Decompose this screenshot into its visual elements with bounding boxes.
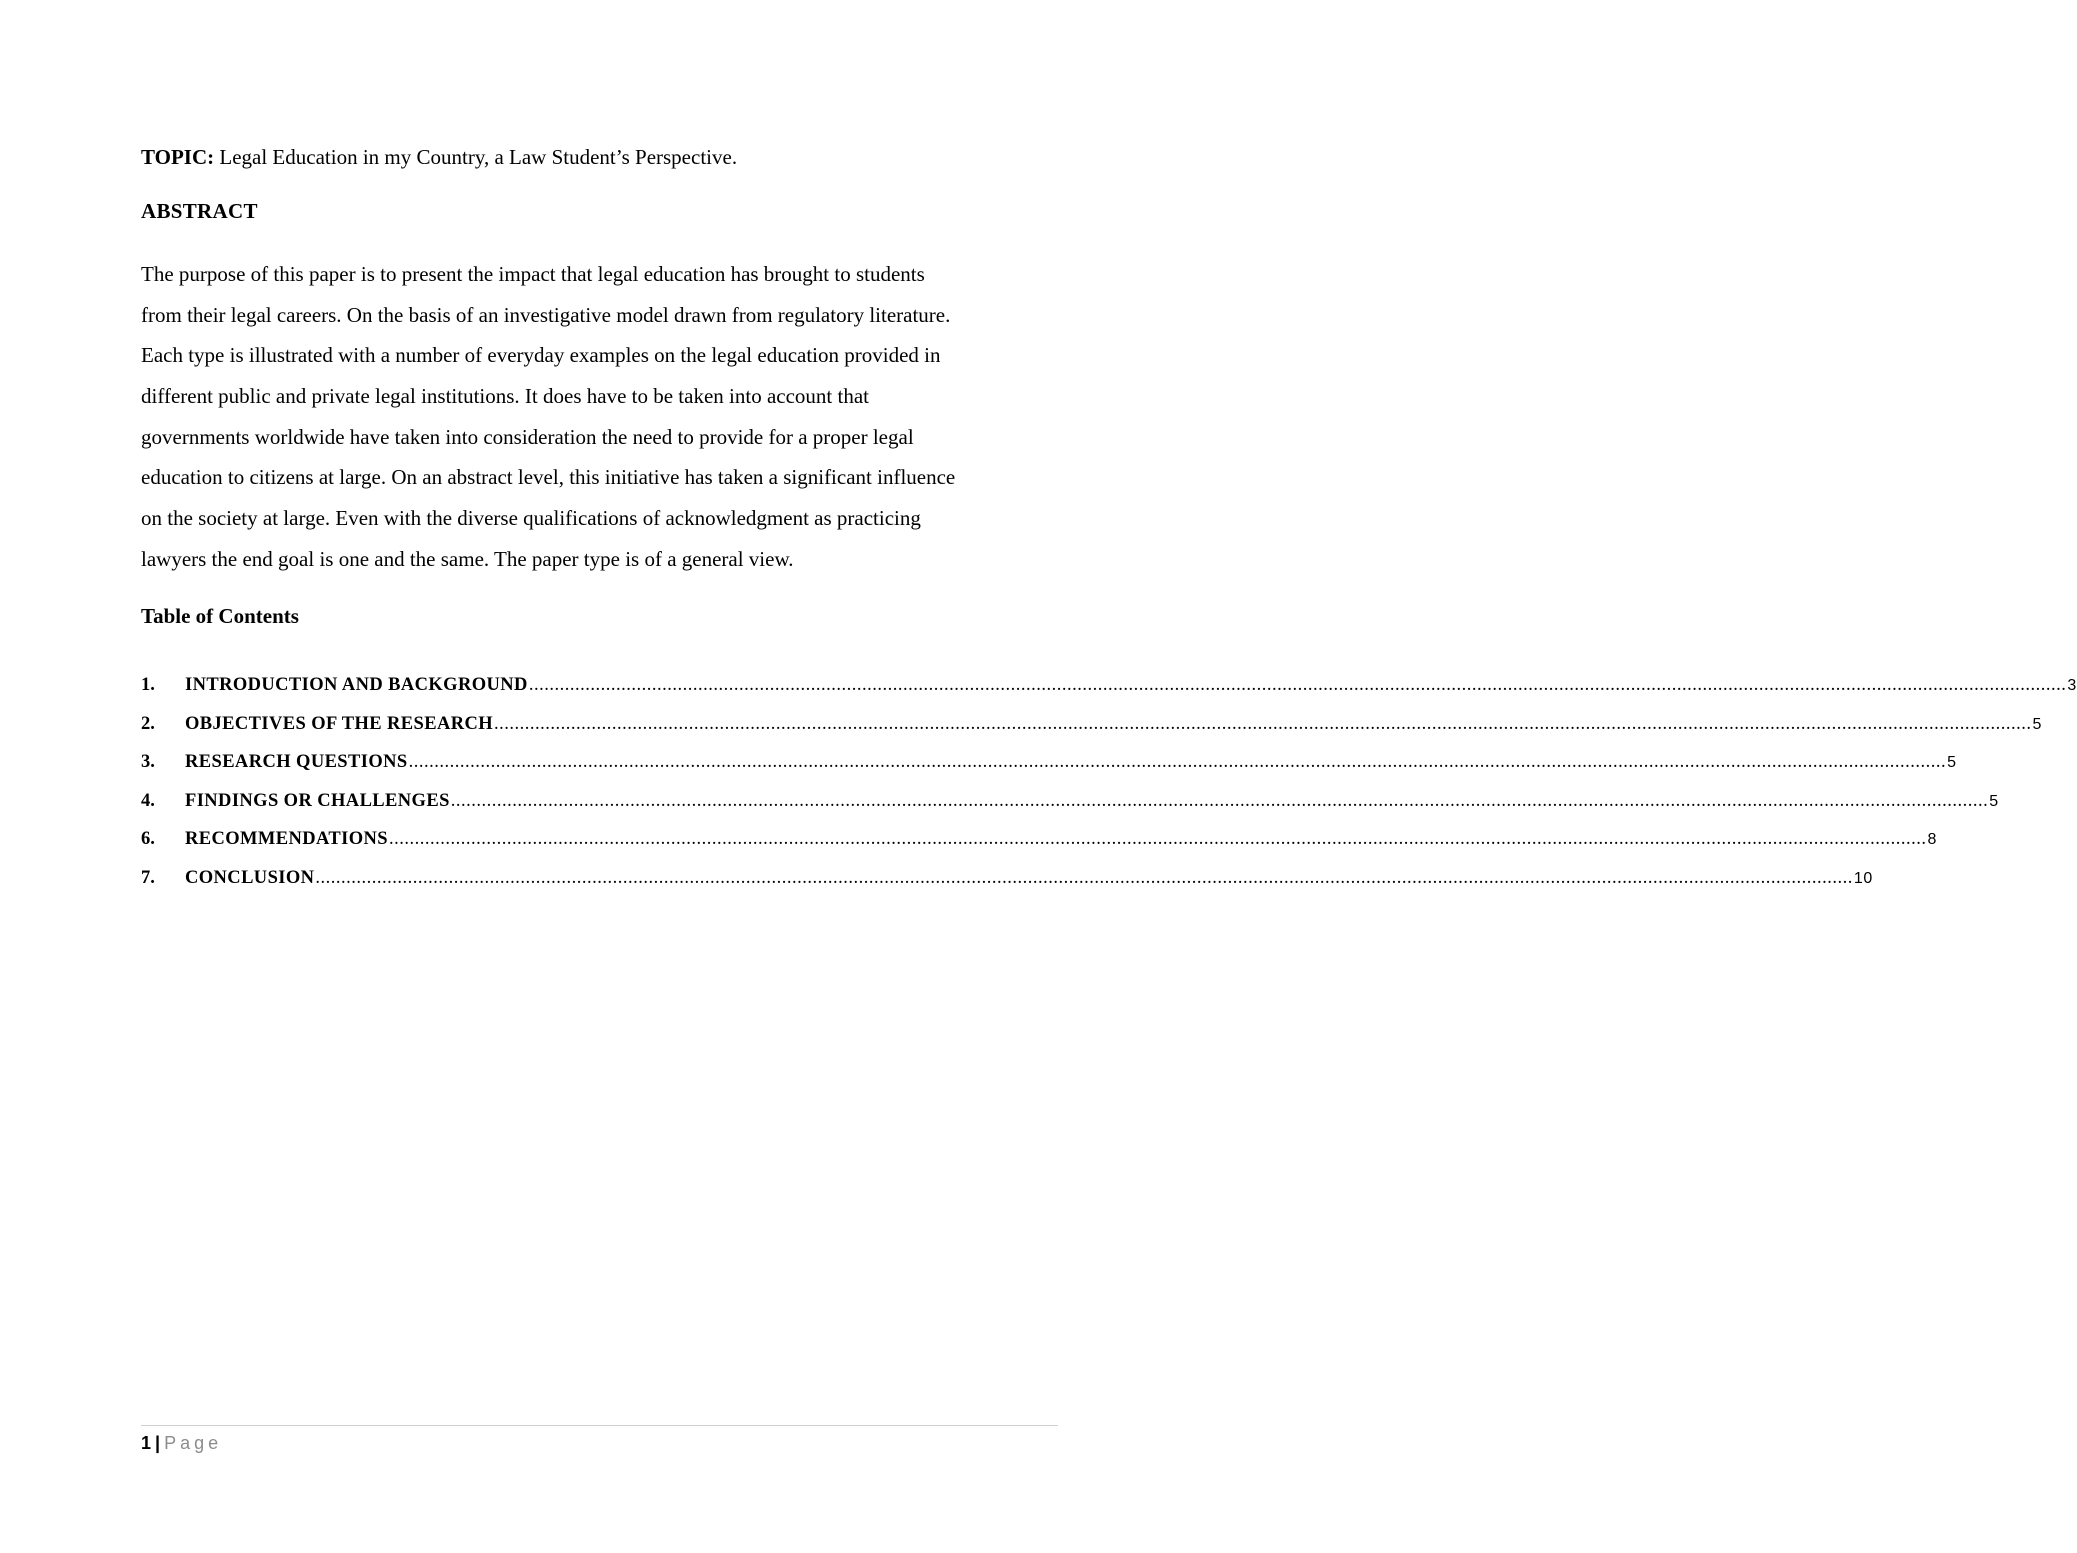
- footer-divider: [141, 1425, 1058, 1426]
- abstract-heading: ABSTRACT: [141, 199, 258, 223]
- toc-dot-leader: ............................................................................................................................................................................................................................................................................................................: [389, 829, 1927, 850]
- toc-dot-leader: ............................................................................................................................................................................................................................................................................................................: [315, 867, 1853, 888]
- abstract-line: different public and private legal institutions. It does have to be taken into account that: [141, 384, 869, 409]
- table-of-contents: [141, 675, 2077, 907]
- toc-entry-page: 5: [2032, 715, 2042, 733]
- toc-dot-leader: ............................................................................................................................................................................................................................................................................................................: [450, 790, 1989, 811]
- toc-entry-number: 6.: [141, 829, 155, 850]
- toc-entry-number: 3.: [141, 752, 155, 773]
- toc-entry-introduction[interactable]: [141, 675, 2077, 714]
- toc-entry-page: 10: [1853, 869, 1873, 887]
- toc-entry-title: CONCLUSION: [185, 867, 315, 888]
- toc-entry-page: 5: [1947, 754, 1957, 772]
- toc-entry-conclusion[interactable]: [141, 867, 1873, 907]
- toc-entry-title: FINDINGS OR CHALLENGES: [185, 790, 450, 811]
- abstract-line: lawyers the end goal is one and the same. The paper type is of a general view.: [141, 546, 794, 571]
- abstract-line: The purpose of this paper is to present the impact that legal education has brought to students: [141, 262, 925, 286]
- toc-dot-leader: ............................................................................................................................................................................................................................................................................................................: [494, 713, 2032, 734]
- toc-entry-title: OBJECTIVES OF THE RESEARCH: [185, 713, 494, 734]
- topic-line: [141, 144, 1061, 170]
- toc-entry-number: 7.: [141, 867, 155, 888]
- toc-entry-title: INTRODUCTION AND BACKGROUND: [185, 675, 528, 695]
- footer-page-number: 1: [141, 1433, 152, 1453]
- toc-entry-research-questions[interactable]: [141, 752, 1957, 791]
- abstract-line: on the society at large. Even with the diverse qualifications of acknowledgment as practicing: [141, 506, 921, 531]
- toc-entry-title: RESEARCH QUESTIONS: [185, 752, 408, 773]
- toc-entry-page: 3: [2067, 677, 2077, 694]
- abstract-line: governments worldwide have taken into consideration the need to provide for a proper legal: [141, 424, 914, 449]
- abstract-line: education to citizens at large. On an abstract level, this initiative has taken a significant influence: [141, 465, 956, 490]
- toc-dot-leader: ............................................................................................................................................................................................................................................................................................................: [408, 752, 1947, 773]
- toc-entry-findings[interactable]: [141, 790, 1999, 830]
- toc-entry-title: RECOMMENDATIONS: [185, 829, 388, 850]
- toc-entry-page: 5: [1989, 792, 1999, 810]
- footer-page-word: Page: [164, 1433, 223, 1453]
- toc-heading: Table of Contents: [141, 604, 299, 628]
- topic-text: Legal Education in my Country, a Law Student’s Perspective.: [214, 145, 738, 169]
- toc-entry-number: 2.: [141, 713, 155, 734]
- abstract-line: from their legal careers. On the basis of an investigative model drawn from regulatory literature.: [141, 302, 951, 327]
- toc-entry-page: 8: [1927, 831, 1937, 849]
- toc-entry-objectives[interactable]: [141, 713, 2042, 753]
- toc-entry-number: 1.: [141, 675, 155, 695]
- toc-entry-recommendations[interactable]: [141, 829, 1937, 868]
- toc-dot-leader: ............................................................................................................................................................................................................................................................................................................: [528, 675, 2067, 695]
- topic-label: TOPIC:: [141, 145, 215, 169]
- page-footer: [141, 1432, 222, 1454]
- footer-separator: |: [155, 1433, 161, 1453]
- abstract-line: Each type is illustrated with a number of everyday examples on the legal education provided in: [141, 343, 941, 368]
- abstract-body: [141, 254, 1061, 580]
- toc-entry-number: 4.: [141, 790, 155, 811]
